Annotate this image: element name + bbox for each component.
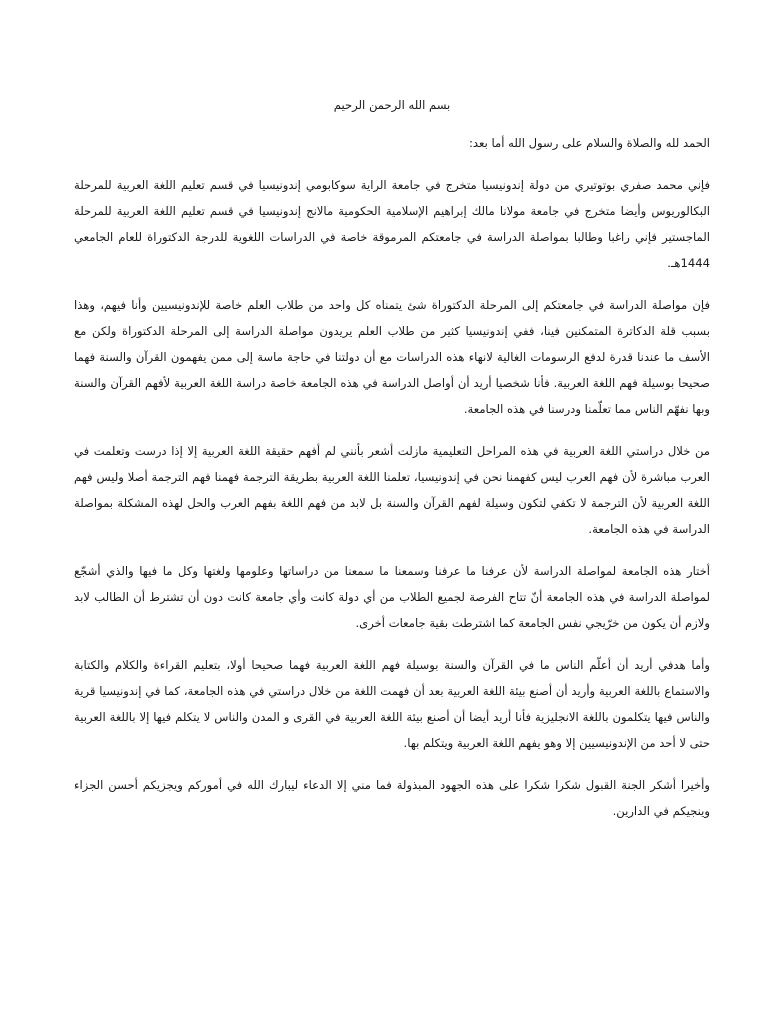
paragraph-language-study: من خلال دراستي اللغة العربية في هذه المراحل التعليمية مازلت أشعر بأنني لم أفهم حقيقة اللغة العربية إلا إذا درست وتعلمت في العرب مباشرة لأن فهم العرب ليس كفهمنا نحن في إندونيسيا، تعلمنا اللغة العربية بطريقة الترجمة فهمنا فهم الترجمة أصلا وليس فهم اللغة العربية لأن الترجمة لا تكفي لتكون وسيلة لفهم القرآن والسنة بل لابد من فهم اللغة بفهم العرب والحل لهذه المشكلة بمواصلة الدراسة في هذه الجامعة. bbox=[74, 444, 710, 536]
paragraph-goals: وأما هدفي أريد أن أعلّم الناس ما في القرآن والسنة بوسيلة فهم اللغة العربية فهما صحيحا أولا، بتعليم القراءة والكلام والكتابة والاستماع باللغة العربية وأريد أن أصنع بيئة اللغة العربية بعد أن فهمت اللغة من خلال دراستي في هذه الجامعة، كما في إندونيسيا قرية والناس فيها يتكلمون باللغة الانجليزية فأنا أريد أيضا أن أصنع بيئة اللغة العربية في القرى و المدن والناس لا يتكلم فيها إلا باللغة العربية حتى لا أحد من الإندونيسيين إلا وهو يفهم اللغة العربية ويتكلم بها. bbox=[74, 658, 710, 750]
paragraph-motivation: فإن مواصلة الدراسة في جامعتكم إلى المرحلة الدكتوراة شئ يتمناه كل واحد من طلاب العلم خاصة للإندونيسيين وأنا فيهم، وهذا بسبب قلة الدكاترة المتمكنين فينا، ففي إندونيسيا كثير من طلاب العلم يريدون مواصلة الدراسة إلى المرحلة الدكتوراة ولكن مع الأسف ما عندنا قدرة لدفع الرسومات الغالية لانهاء هذه الدراسات مع أن دولتنا في حاجة ماسة إلى ممن يفهمون القرآن والسنة فهما صحيحا بوسيلة فهم اللغة العربية. فأنا شخصيا أريد أن أواصل الدراسة في هذه الجامعة خاصة دراسة اللغة العربية لأفهم القرآن والسنة وبها نفهّم الناس مما تعلّمنا ودرسنا في هذه الجامعة. bbox=[74, 298, 710, 416]
letter-body bbox=[74, 94, 710, 840]
opening-greeting: الحمد لله والصلاة والسلام على رسول الله أما بعد: bbox=[468, 136, 710, 150]
paragraph-closing: وأخيرا أشكر الجنة القبول شكرا شكرا على هذه الجهود المبذولة فما مني إلا الدعاء ليبارك الله في أموركم ويجزيكم أحسن الجزاء وينجيكم في الدارين. bbox=[74, 778, 710, 818]
paragraph-introduction: فإني محمد صفري بوتوتيري من دولة إندونيسيا متخرج في جامعة الراية سوكابومي إندونيسيا في قسم تعليم اللغة العربية للمرحلة البكالوريوس وأيضا متخرج في جامعة مولانا مالك إبراهيم الإسلامية الحكومية مالانج إندونيسيا في قسم تعليم اللغة العربية للمرحلة الماجستير فإني راغبا وطالبا بمواصلة الدراسة في جامعتكم المرموقة خاصة في الدراسات اللغوية للدرجة الدكتوراة للعام الجامعي 1444هـ. bbox=[74, 178, 710, 270]
basmala-heading: بسم الله الرحمن الرحيم bbox=[333, 98, 451, 112]
paragraph-university-choice: أختار هذه الجامعة لمواصلة الدراسة لأن عرفنا ما عرفنا وسمعنا ما سمعنا من دراساتها وعلومها ولغتها وكل ما فيها والذي أشجّع لمواصلة الدراسة في هذه الجامعة أنّ تتاح الفرصة لجميع الطلاب من أي دولة كانت وأي جامعة كانت دون أن تشترط أن الطالب لابد ولازم أن يكون من خرّيجي نفس الجامعة كما اشترطت بقية جامعات أخرى. bbox=[74, 564, 710, 630]
